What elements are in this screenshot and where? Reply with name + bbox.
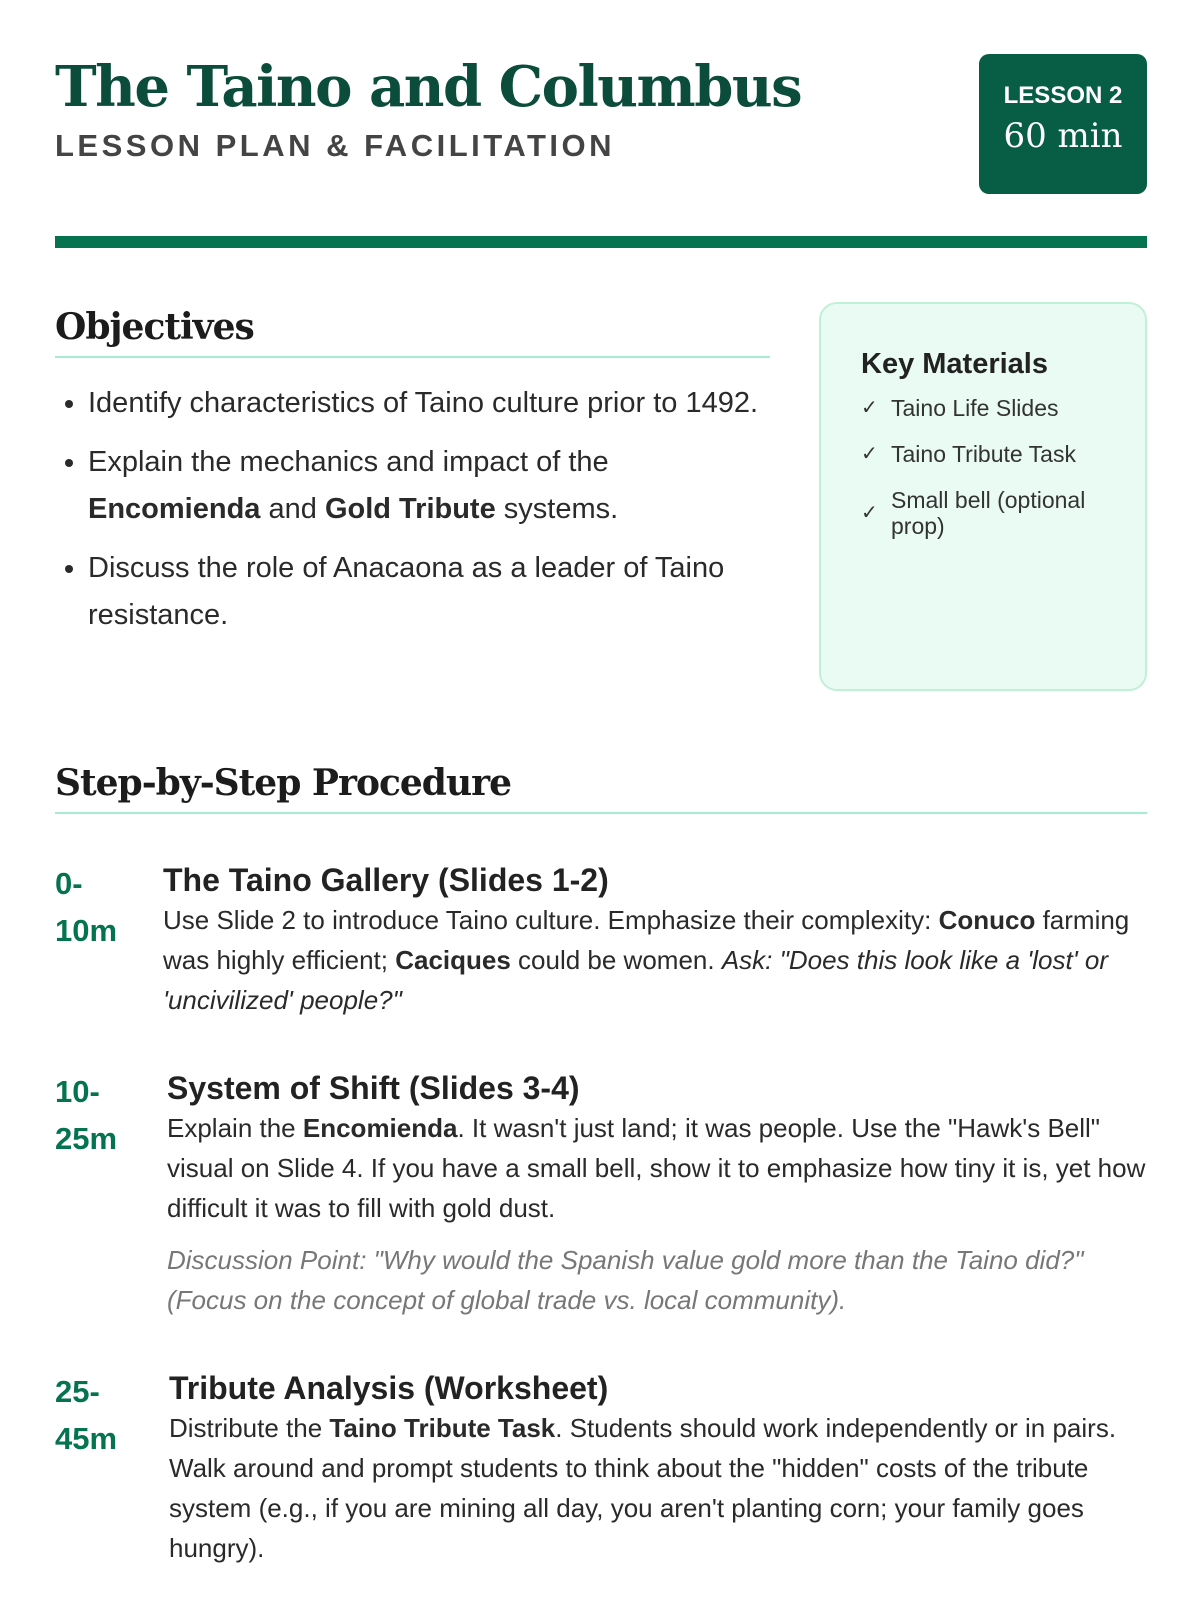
checkmark-icon: ✓ [861, 443, 878, 465]
text-segment: systems. [495, 493, 619, 525]
objectives-list [55, 380, 770, 639]
objective-item [88, 439, 770, 533]
key-materials-box [819, 302, 1147, 691]
step-time: 25- 45m [55, 1374, 118, 1456]
material-label: Small bell (optional prop) [891, 487, 1086, 539]
text-segment: and [260, 493, 325, 525]
lesson-duration: 60 min [1003, 116, 1123, 156]
text-segment: Encomienda [88, 493, 261, 525]
text-segment: Distribute the [169, 1413, 330, 1443]
text-segment: could be women. [510, 945, 722, 975]
procedure-step [55, 860, 1147, 1020]
objectives-section [55, 306, 770, 651]
page-title: The Taino and Columbus [55, 54, 802, 120]
procedure-steps [55, 860, 1147, 1568]
text-segment: Taino Tribute Task [329, 1413, 556, 1443]
text-segment: Discuss the role of Anacaona as a leader of Taino resistance. [88, 552, 725, 631]
procedure-section [55, 762, 1147, 1568]
step-body [163, 860, 1147, 1020]
step-time: 0- 10m [55, 866, 118, 948]
procedure-step [55, 1068, 1147, 1320]
objective-item [88, 380, 770, 427]
material-item [861, 487, 1125, 539]
materials-list [861, 395, 1125, 539]
step-time: 10- 25m [55, 1074, 118, 1156]
text-segment: Use Slide 2 to introduce Taino culture. Emphasize their complexity: [163, 905, 939, 935]
material-label: Taino Tribute Task [891, 441, 1076, 467]
step-description [169, 1408, 1147, 1568]
text-segment: Explain the mechanics and impact of the [88, 446, 609, 478]
lesson-badge [979, 54, 1147, 194]
material-item [861, 441, 1125, 467]
text-segment: farming was highly efficient; [163, 905, 1130, 975]
text-segment: . Students should work independently or in pairs. Walk around and prompt students to think about the "hidden" costs of the tribute system (e.g., if you are mining all day, you aren't planting corn; your family goes hungry). [169, 1413, 1117, 1563]
objectives-heading: Objectives [55, 306, 770, 358]
checkmark-icon: ✓ [861, 502, 878, 524]
step-body [163, 1068, 1147, 1320]
procedure-heading: Step-by-Step Procedure [55, 762, 1147, 814]
text-segment: Gold Tribute [324, 493, 496, 525]
procedure-step [55, 1368, 1147, 1568]
checkmark-icon: ✓ [861, 397, 878, 419]
materials-heading: Key Materials [861, 348, 1048, 380]
step-title: Tribute Analysis (Worksheet) [169, 1370, 609, 1406]
text-segment: Ask: "Does this look like a 'lost' or 'uncivilized' people?" [163, 945, 1109, 1015]
step-title: The Taino Gallery (Slides 1-2) [163, 862, 609, 898]
text-segment: Caciques [395, 945, 511, 975]
material-label: Taino Life Slides [891, 395, 1059, 421]
objective-item [88, 545, 770, 639]
text-segment: Encomienda [302, 1113, 458, 1143]
discussion-note: Discussion Point: "Why would the Spanish value gold more than the Taino did?" (Focus on the concept of global trade vs. local community). [167, 1245, 1084, 1315]
lesson-number: LESSON 2 [1003, 82, 1123, 109]
text-segment: . It wasn't just land; it was people. Use the "Hawk's Bell" visual on Slide 4. If you have a small bell, show it to emphasize how tiny it is, yet how difficult it was to fill with gold dust. [167, 1113, 1146, 1223]
text-segment: Explain the [167, 1113, 303, 1143]
step-body [163, 1368, 1147, 1568]
text-segment: Conuco [938, 905, 1036, 935]
page-subtitle: LESSON PLAN & FACILITATION [55, 128, 616, 163]
step-description [163, 900, 1147, 1020]
header-divider [55, 236, 1147, 248]
material-item [861, 395, 1125, 421]
step-description [167, 1108, 1147, 1228]
text-segment: Identify characteristics of Taino culture prior to 1492. [88, 387, 759, 419]
step-title: System of Shift (Slides 3-4) [167, 1070, 580, 1106]
